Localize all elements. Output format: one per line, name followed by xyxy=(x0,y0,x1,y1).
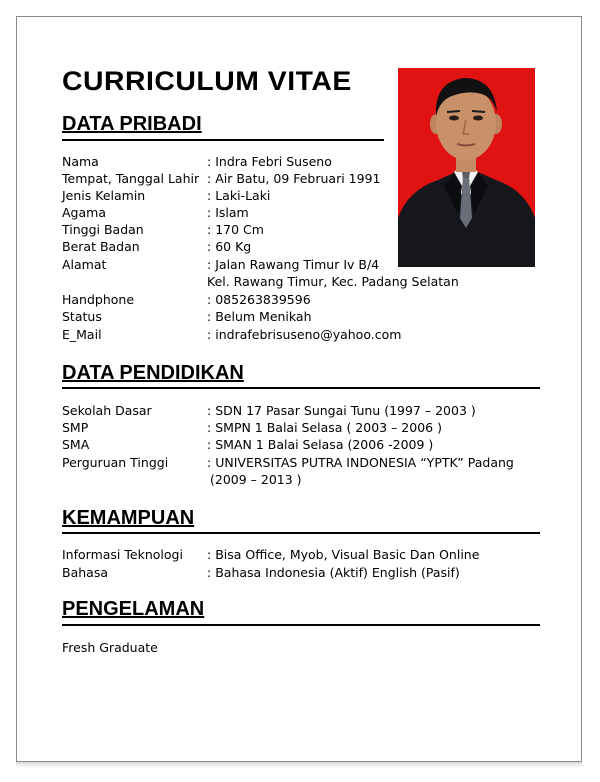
row-label: SMA xyxy=(62,437,90,452)
row-label: Perguruan Tinggi xyxy=(62,455,169,470)
row-value-continuation: Kel. Rawang Timur, Kec. Padang Selatan xyxy=(207,274,459,289)
section-divider xyxy=(62,387,540,389)
row-label: Alamat xyxy=(62,257,107,272)
page-title: CURRICULUM VITAE xyxy=(62,66,352,96)
row-value: 085263839596 xyxy=(215,292,311,307)
row-label: Tempat, Tanggal Lahir xyxy=(62,171,200,186)
section-divider xyxy=(62,532,540,534)
row-value: Indra Febri Suseno xyxy=(215,154,332,169)
section-divider xyxy=(62,139,384,141)
row-label: Tinggi Badan xyxy=(62,222,144,237)
row-value: Bisa Office, Myob, Visual Basic Dan Online xyxy=(215,547,480,562)
row-label: Bahasa xyxy=(62,565,108,580)
row-label: Jenis Kelamin xyxy=(62,188,146,203)
row-value: SDN 17 Pasar Sungai Tunu (1997 – 2003 ) xyxy=(215,403,476,418)
row-value: SMAN 1 Balai Selasa (2006 -2009 ) xyxy=(215,437,434,452)
section-divider xyxy=(62,624,540,626)
row-label: Status xyxy=(62,309,102,324)
person-portrait-icon xyxy=(398,68,535,267)
row-value: indrafebrisuseno@yahoo.com xyxy=(215,327,402,342)
row-label: Nama xyxy=(62,154,99,169)
row-value: Laki-Laki xyxy=(215,188,271,203)
row-value: Jalan Rawang Timur Iv B/4 xyxy=(215,257,380,272)
section-heading-data-pribadi: DATA PRIBADI xyxy=(62,113,202,135)
row-value: Air Batu, 09 Februari 1991 xyxy=(215,171,381,186)
row-value: 170 Cm xyxy=(215,222,264,237)
row-value: UNIVERSITAS PUTRA INDONESIA “YPTK” Padang xyxy=(215,455,514,470)
row-value: Islam xyxy=(215,205,249,220)
page-shadow xyxy=(16,762,582,768)
section-heading-kemampuan: KEMAMPUAN xyxy=(62,507,195,529)
row-label: Handphone xyxy=(62,292,135,307)
section-heading-pengelaman: PENGELAMAN xyxy=(62,598,205,620)
row-label: Sekolah Dasar xyxy=(62,403,152,418)
section-heading-data-pendidikan: DATA PENDIDIKAN xyxy=(62,362,244,384)
row-value: Belum Menikah xyxy=(215,309,312,324)
profile-photo xyxy=(398,68,535,267)
row-label: SMP xyxy=(62,420,89,435)
row-value: Bahasa Indonesia (Aktif) English (Pasif) xyxy=(215,565,460,580)
row-label: Informasi Teknologi xyxy=(62,547,183,562)
row-label: E_Mail xyxy=(62,327,102,342)
row-value: SMPN 1 Balai Selasa ( 2003 – 2006 ) xyxy=(215,420,442,435)
row-label: Agama xyxy=(62,205,106,220)
row-value-continuation: (2009 – 2013 ) xyxy=(210,472,302,487)
row-value: 60 Kg xyxy=(215,239,252,254)
experience-text: Fresh Graduate xyxy=(62,640,158,655)
row-label: Berat Badan xyxy=(62,239,140,254)
